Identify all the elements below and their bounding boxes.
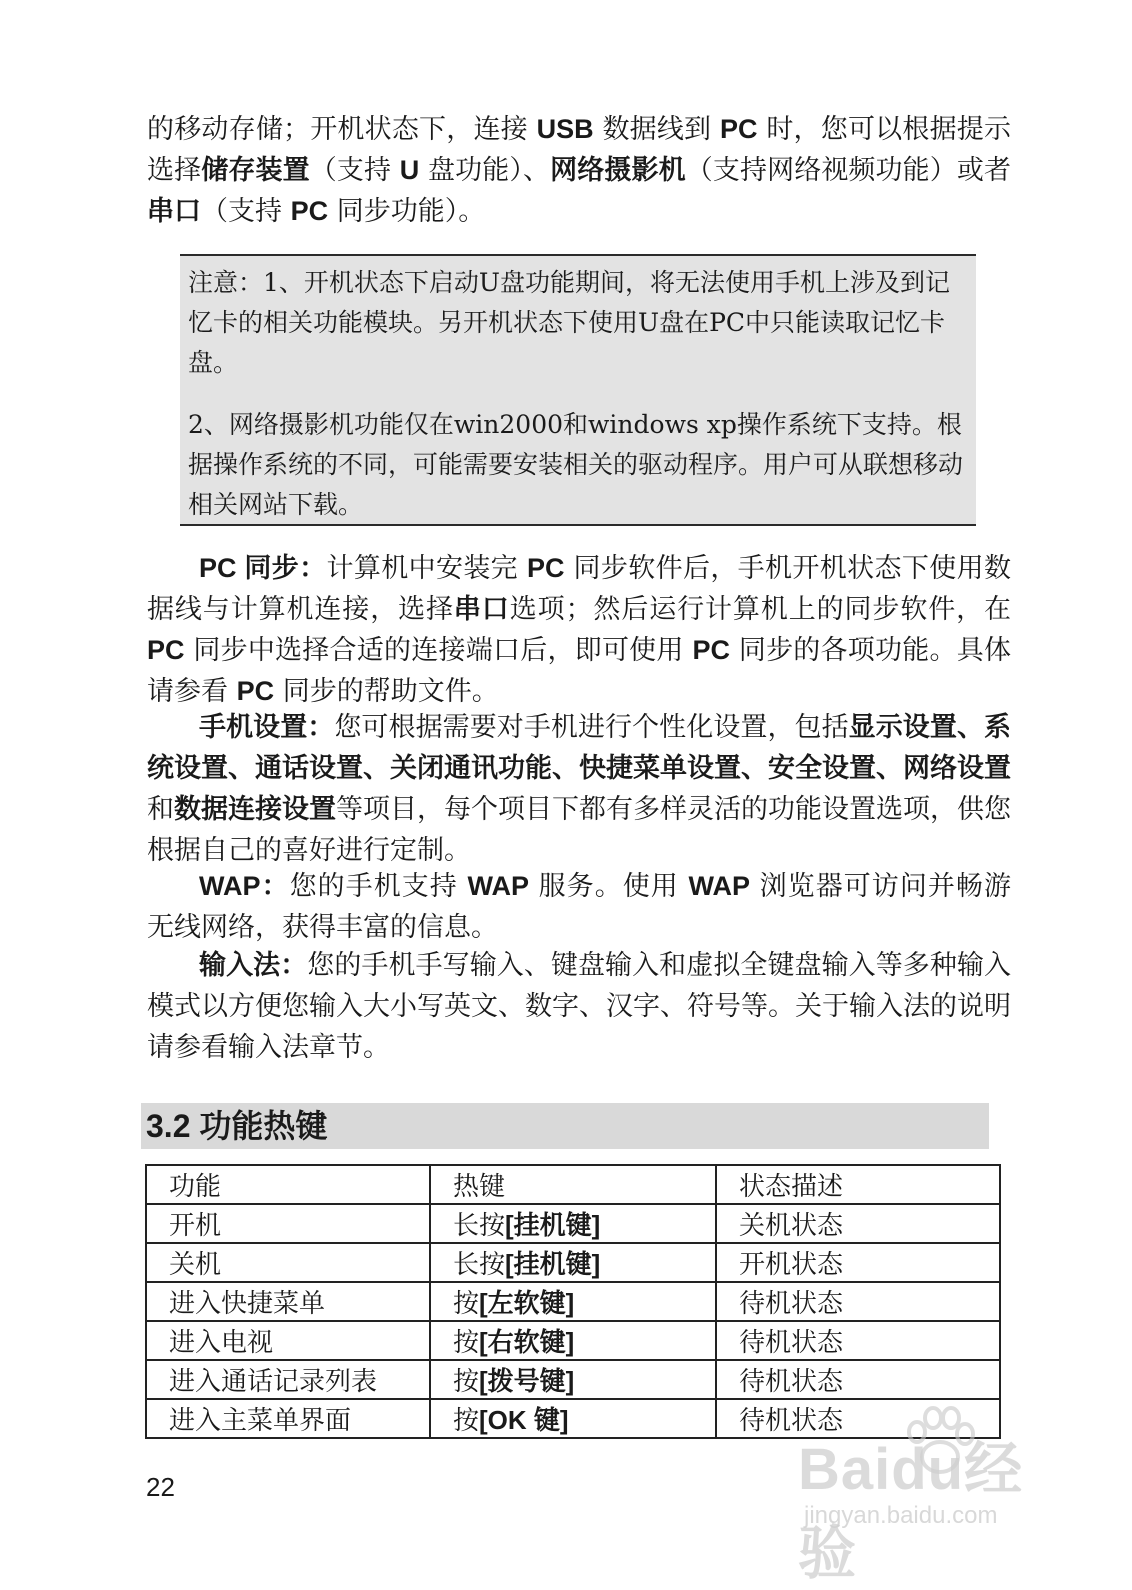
function-cell: 开机 [146, 1204, 430, 1243]
note-paragraph-2: 2、网络摄影机功能仅在win2000和windows xp操作系统下支持。根据操作系统的不同，可能需要安装相关的驱动程序。用户可从联想移动相关网站下载。 [188, 410, 964, 519]
bold-term: WAP： [199, 871, 290, 901]
key-name: [挂机键] [505, 1210, 601, 1240]
input-method-paragraph [147, 945, 1011, 1068]
text-span: 同步软件后，手机开机状态下使用数据线与计算机连接，选择 [147, 553, 1011, 625]
key-prefix: 长按 [453, 1211, 506, 1241]
watermark-logo: Baidu经验 [798, 1437, 1024, 1586]
hotkey-table [145, 1164, 1001, 1439]
table-row [146, 1360, 1000, 1399]
hotkey-cell [430, 1399, 716, 1438]
bold-term: 网络摄影机 [550, 155, 686, 185]
bold-term: 串口 [453, 594, 510, 624]
bold-term: 输入法： [199, 950, 308, 980]
bold-term: 串口 [147, 196, 201, 226]
note-box [180, 254, 976, 526]
bold-term: PC 同步： [199, 553, 327, 583]
table-row [146, 1321, 1000, 1360]
state-cell: 待机状态 [716, 1360, 1000, 1399]
phone-settings-paragraph [147, 707, 1011, 871]
bold-term: PC [236, 676, 275, 706]
text-span: 数据线到 [593, 114, 721, 145]
state-cell: 开机状态 [716, 1243, 1000, 1282]
bold-term: 手机设置： [199, 712, 335, 742]
table-header-row [146, 1165, 1000, 1204]
state-cell: 关机状态 [716, 1204, 1000, 1243]
text-span: 您的手机支持 [289, 871, 468, 902]
key-prefix: 按 [453, 1406, 480, 1436]
hotkey-cell [430, 1204, 716, 1243]
text-span: （支持 [309, 155, 400, 186]
key-prefix: 长按 [453, 1250, 506, 1280]
function-cell: 进入通话记录列表 [146, 1360, 430, 1399]
hotkey-cell [430, 1321, 716, 1360]
wap-paragraph [147, 866, 1011, 948]
header-cell: 热键 [430, 1165, 716, 1204]
bold-term: 显示设置、系统设置、通话设置、关闭通讯功能、快捷菜单设置、安全设置、网络设置 [147, 712, 1012, 783]
table-row [146, 1282, 1000, 1321]
bold-term: PC [290, 196, 329, 226]
bold-term: PC [720, 114, 758, 144]
text-span: 计算机中安装完 [326, 553, 528, 584]
pc-sync-paragraph [147, 548, 1011, 712]
text-span: 选项；然后运行计算机上的同步软件，在 [509, 594, 1012, 625]
key-name: [右软键] [479, 1327, 575, 1357]
header-cell: 功能 [146, 1165, 430, 1204]
watermark-url: jingyan.baidu.com [804, 1502, 998, 1529]
header-cell: 状态描述 [716, 1165, 1000, 1204]
key-name: [左软键] [479, 1288, 575, 1318]
text-span: 同步中选择合适的连接端口后，即可使用 [184, 635, 693, 666]
bold-term: PC [692, 635, 730, 665]
text-span: 的移动存储；开机状态下，连接 [147, 114, 537, 145]
bold-term: WAP [467, 871, 529, 901]
hotkey-cell [430, 1282, 716, 1321]
text-span: 和 [147, 794, 174, 825]
bold-term: WAP [688, 871, 750, 901]
state-cell: 待机状态 [716, 1321, 1000, 1360]
key-name: [拨号键] [479, 1366, 575, 1396]
function-cell: 进入快捷菜单 [146, 1282, 430, 1321]
key-name: [OK 键] [479, 1405, 569, 1435]
function-cell: 进入主菜单界面 [146, 1399, 430, 1438]
key-prefix: 按 [453, 1289, 480, 1319]
table-row [146, 1204, 1000, 1243]
state-cell: 待机状态 [716, 1399, 1000, 1438]
text-span: 服务。使用 [529, 871, 689, 902]
bold-term: USB [536, 114, 594, 144]
text-span: 同步的各项功能。具体请参看 [147, 635, 1011, 707]
text-span: 盘功能）、 [419, 155, 551, 186]
hotkey-cell [430, 1360, 716, 1399]
key-prefix: 按 [453, 1328, 480, 1358]
key-prefix: 按 [453, 1367, 480, 1397]
table-row [146, 1399, 1000, 1438]
text-span: 时，您可以根据提示选择 [147, 114, 1011, 186]
function-cell: 关机 [146, 1243, 430, 1282]
bold-term: PC [527, 553, 565, 583]
intro-paragraph [147, 109, 1011, 232]
state-cell: 待机状态 [716, 1282, 1000, 1321]
table-row [146, 1243, 1000, 1282]
text-span: 同步的帮助文件。 [274, 676, 499, 707]
text-span: 等项目，每个项目下都有多样灵活的功能设置选项，供您根据自己的喜好进行定制。 [147, 794, 1011, 866]
section-heading: 3.2 功能热键 [141, 1103, 989, 1149]
key-name: [挂机键] [505, 1249, 601, 1279]
function-cell: 进入电视 [146, 1321, 430, 1360]
text-span: 浏览器可访问并畅游无线网络，获得丰富的信息。 [147, 871, 1011, 943]
text-span: （支持网络视频功能）或者 [685, 155, 1012, 186]
bold-term: 储存装置 [201, 155, 310, 185]
page-number: 22 [146, 1472, 175, 1502]
bold-term: 数据连接设置 [174, 794, 336, 824]
text-span: （支持 [201, 196, 291, 227]
bold-term: PC [147, 635, 185, 665]
text-span: 同步功能）。 [328, 196, 486, 227]
hotkey-cell [430, 1243, 716, 1282]
text-span: 您的手机手写输入、键盘输入和虚拟全键盘输入等多种输入模式以方便您输入大小写英文、数字、汉字、符号等。关于输入法的说明请参看输入法章节。 [147, 950, 1012, 1063]
note-paragraph-1: 注意：1、开机状态下启动U盘功能期间，将无法使用手机上涉及到记忆卡的相关功能模块。另开机状态下使用U盘在PC中只能读取记忆卡盘。 [188, 268, 950, 377]
text-span: 您可根据需要对手机进行个性化设置，包括 [334, 712, 849, 743]
bold-term: U [399, 155, 420, 185]
